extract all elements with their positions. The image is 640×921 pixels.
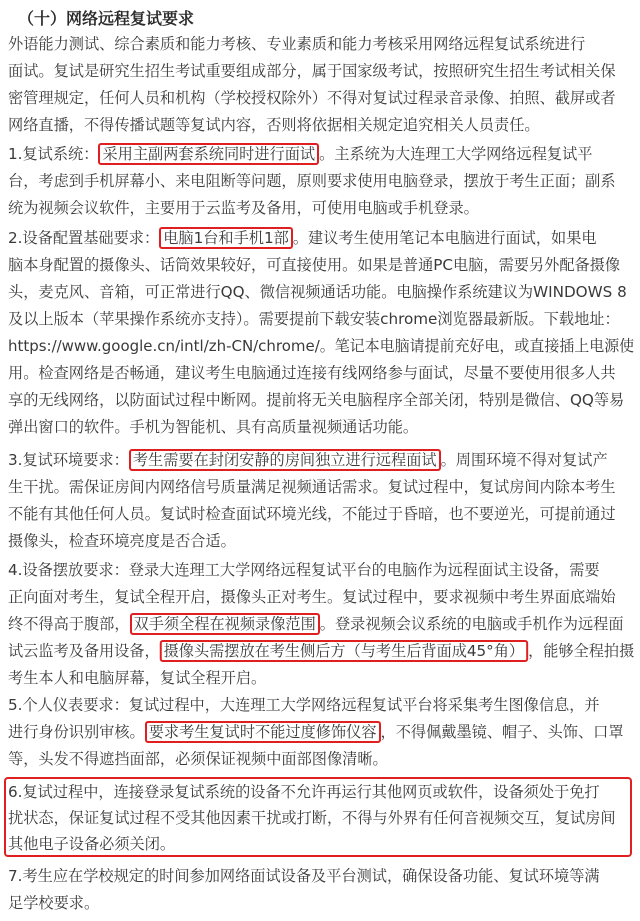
intro-line: 网络直播，不得传播试题等复试内容，否则将依据相关规定追究相关人员责任。	[8, 116, 540, 134]
item-4-line: 考生本人和电脑屏幕，复试全程开启。	[8, 669, 267, 687]
item-4-prefix: 试云监考及备用设备，	[8, 642, 160, 660]
item-2-line	[8, 228, 597, 248]
item-6-line: 其他电子设备必须关闭。	[8, 835, 176, 853]
highlight-box: 采用主副两套系统同时进行面试	[98, 143, 319, 165]
item-2-line: https://www.google.cn/intl/zh-CN/chrome/。笔记本电脑请提前充好电，或直接插上电源使	[8, 337, 635, 355]
intro-line: 外语能力测试、综合素质和能力考核、专业素质和能力考核采用网络远程复试系统进行	[8, 35, 586, 53]
item-5-line: 5.个人仪表要求：复试过程中，大连理工大学网络远程复试平台将采集考生图像信息，并	[8, 696, 600, 714]
item-1-line: 台，考虑到手机屏幕小、来电阻断等问题，原则要求使用电脑登录，摆放于考生正面；副系	[8, 172, 616, 190]
section-title: （十）网络远程复试要求	[18, 9, 195, 28]
item-5-line: 等，头发不得遮挡面部，必须保证视频中面部图像清晰。	[8, 750, 388, 768]
item-4-prefix: 终不得高于腹部，	[8, 615, 130, 633]
item-2-rest: 。建议考生使用笔记本电脑进行面试，如果电	[292, 229, 597, 247]
item-3-line: 不能有其他任何人员。复试时检查面试环境光线，不能过于昏暗，也不要逆光，可提前通过	[8, 505, 616, 523]
item-4-line: 4.设备摆放要求：登录大连理工大学网络远程复试平台的电脑作为远程面试主设备，需要	[8, 561, 600, 579]
item-6-line: 6.复试过程中，连接登录复试系统的设备不允许再运行其他网页或软件，设备须处于免打	[8, 783, 600, 801]
item-4-line	[8, 614, 624, 634]
highlight-box: 考生需要在封闭安静的房间独立进行远程面试	[129, 449, 441, 471]
item-5-rest: ，不得佩戴墨镜、帽子、头饰、口罩	[380, 723, 624, 741]
item-2-line: 脑本身配置的摄像头、话筒效果较好，可直接使用。如果是普通PC电脑，需要另外配备摄像	[8, 256, 621, 274]
item-2-line: 及以上版本（苹果操作系统亦支持）。需要提前下载安装chrome浏览器最新版。下载地址：	[8, 310, 620, 328]
item-3-line: 生干扰。需保证房间内网络信号质量满足视频通话需求。复试过程中，复试房间内除本考生	[8, 478, 616, 496]
item-3-line	[8, 450, 608, 470]
item-7-line: 7.考生应在学校规定的时间参加网络面试设备及平台测试，确保设备功能、复试环境等满	[8, 867, 600, 885]
item-2-line: 享的无线网络，以防面试过程中断网。提前将无关电脑程序全部关闭，特别是微信、QQ等易	[8, 391, 625, 409]
item-4-rest: ，能够全程拍摄	[528, 642, 635, 660]
item-2-line: 用。检查网络是否畅通，建议考生电脑通过连接有线网络参与面试，尽量不要使用很多人共	[8, 364, 616, 382]
item-3-line: 摄像头，检查环境亮度是否合适。	[8, 532, 236, 550]
highlight-box: 要求考生复试时不能过度修饰仪容	[145, 721, 381, 743]
item-7-line: 足学校要求。	[8, 894, 100, 912]
intro-line: 密管理规定，任何人员和机构（学校授权除外）不得对复试过程录音录像、拍照、截屏或者	[8, 89, 616, 107]
item-4-line	[8, 641, 634, 661]
highlight-box: 电脑1台和手机1部	[159, 227, 293, 249]
intro-line: 面试。复试是研究生招生考试重要组成部分，属于国家级考试，按照研究生招生考试相关保	[8, 62, 616, 80]
item-2-line: 弹出窗口的软件。手机为智能机、具有高质量视频通话功能。	[8, 418, 419, 436]
item-1-line: 统为视频会议软件，主要用于云监考及备用，可使用电脑或手机登录。	[8, 199, 479, 217]
item-1-prefix: 1.复试系统：	[8, 145, 99, 163]
item-1-line	[8, 144, 592, 164]
item-3-prefix: 3.复试环境要求：	[8, 451, 129, 469]
item-6-line: 扰状态，保证复试过程不受其他因素干扰或打断，不得与外界有任何音视频交互，复试房间	[8, 809, 616, 827]
highlight-box: 双手须全程在视频录像范围	[130, 613, 320, 635]
item-5-line	[8, 722, 624, 742]
highlight-box: 摄像头需摆放在考生侧后方（与考生后背面成45°角）	[160, 640, 528, 662]
item-2-line: 头，麦克风、音箱，可正常进行QQ、微信视频通话功能。电脑操作系统建议为WINDOWS 8	[8, 283, 627, 301]
item-2-prefix: 2.设备配置基础要求：	[8, 229, 160, 247]
item-5-prefix: 进行身份识别审核。	[8, 723, 145, 741]
item-4-line: 正向面对考生，复试全程开启，摄像头正对考生。复试过程中，要求视频中考生界面底端始	[8, 588, 616, 606]
item-3-rest: 。周围环境不得对复试产	[440, 451, 608, 469]
item-1-rest: 。主系统为大连理工大学网络远程复试平	[319, 145, 593, 163]
item-4-rest: 。登录视频会议系统的电脑或手机作为远程面	[319, 615, 624, 633]
